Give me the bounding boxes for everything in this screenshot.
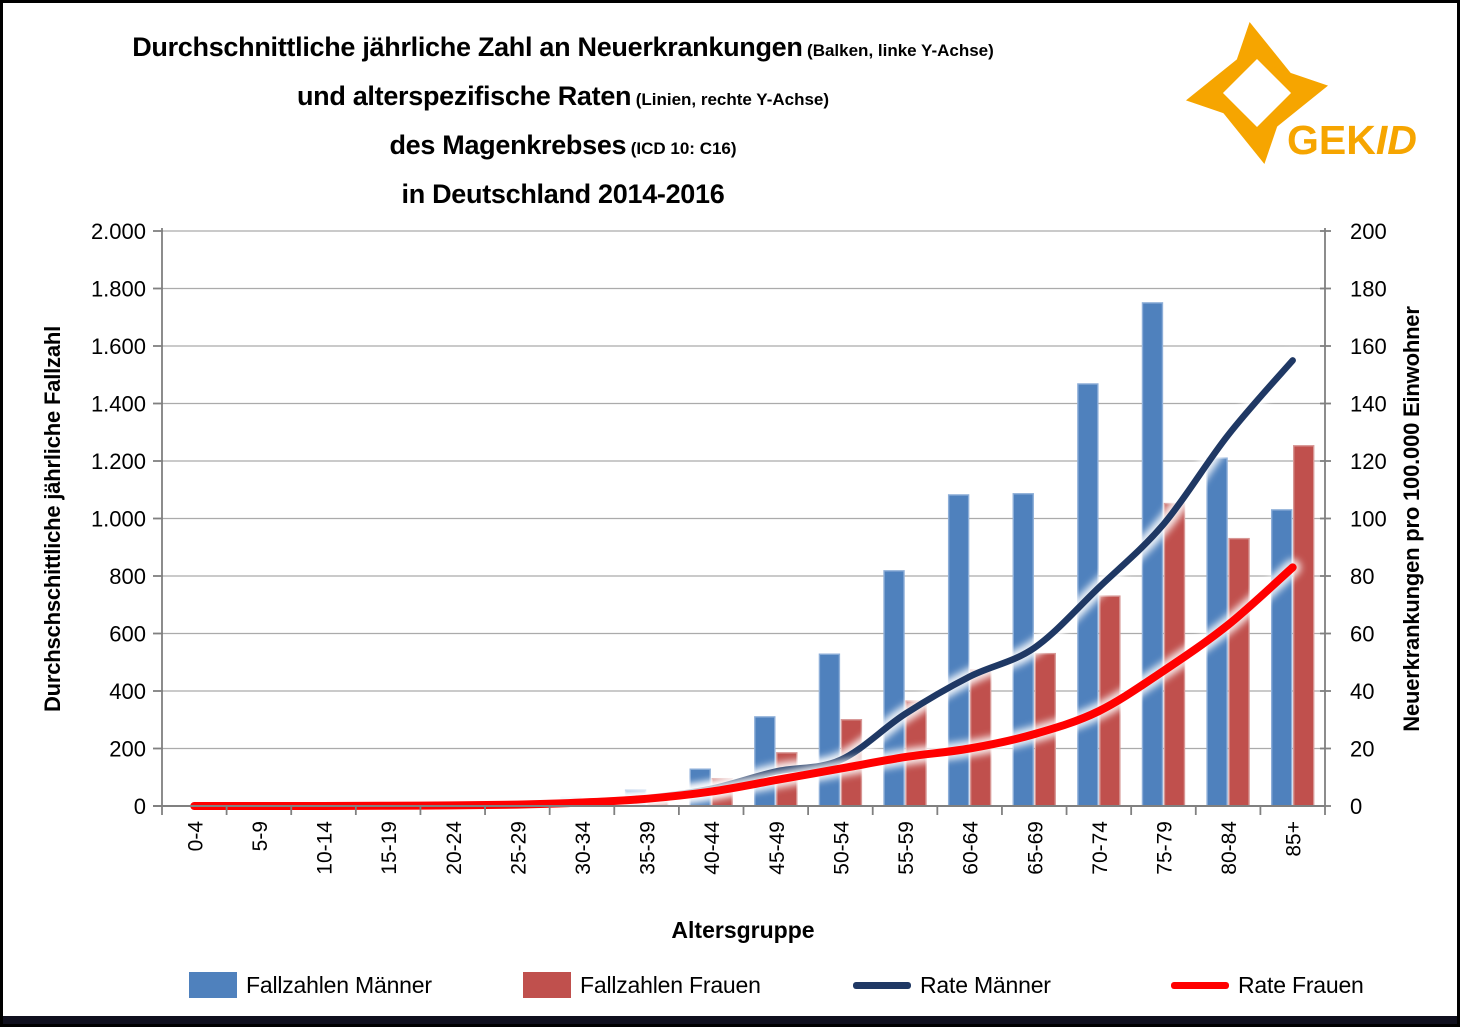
left-axis-tick-label: 0 (133, 794, 146, 819)
left-axis-tick-label: 600 (109, 621, 146, 647)
bar (1272, 510, 1292, 806)
gekid-logo-text-bold: GEK (1287, 117, 1376, 163)
bar (1229, 539, 1249, 806)
left-axis-tick-label: 1.400 (90, 391, 146, 417)
left-axis-title: Durchschschittliche jährliche Fallzahl (40, 325, 65, 713)
x-axis-tick-label: 60-64 (959, 821, 983, 875)
x-axis-tick-label: 55-59 (895, 821, 919, 875)
left-axis-tick-label: 1.000 (90, 506, 146, 532)
right-axis-tick-label: 180 (1350, 276, 1387, 302)
legend-label-fallzahlen-maenner: Fallzahlen Männer (246, 971, 432, 998)
left-axis-tick-label: 400 (109, 679, 146, 704)
right-axis-tick-label: 0 (1350, 794, 1363, 819)
x-axis-tick-label: 65-69 (1024, 821, 1048, 875)
left-axis-tick-label: 1.600 (90, 334, 146, 359)
gekid-logo-text-italic: ID (1375, 117, 1417, 163)
gekid-logo-text (1287, 117, 1417, 164)
x-axis-tick-label: 15-19 (378, 821, 402, 875)
x-axis-tick-label: 70-74 (1088, 821, 1112, 875)
x-axis-tick-label: 75-79 (1153, 821, 1177, 875)
right-axis-tick-label: 40 (1350, 679, 1375, 704)
title-note-3: (ICD 10: C16) (630, 139, 737, 158)
legend-swatch-rate-maenner (853, 982, 911, 989)
x-axis-tick-label: 85+ (1282, 821, 1306, 857)
legend-item-rate-maenner (853, 969, 1051, 1001)
chart-title (61, 25, 1065, 221)
right-axis-tick-label: 120 (1350, 449, 1387, 474)
title-note-2: (Linien, rechte Y-Achse) (635, 90, 830, 109)
legend-swatch-fallzahlen-maenner (189, 972, 237, 998)
title-note-1: (Balken, linke Y-Achse) (807, 41, 994, 60)
x-axis-tick-label: 45-49 (765, 821, 789, 875)
right-axis-title: Neuerkrankungen pro 100.000 Einwohner (1399, 306, 1424, 732)
x-axis-tick-label: 30-34 (571, 821, 595, 875)
legend-item-rate-frauen (1171, 969, 1364, 1001)
x-axis-tick-label: 10-14 (313, 821, 337, 875)
x-axis-tick-label: 25-29 (507, 821, 531, 875)
left-axis-tick-label: 2.000 (90, 219, 146, 244)
bars-maenner (367, 303, 1292, 806)
x-axis-tick-label: 35-39 (636, 821, 660, 875)
x-axis-tick-label: 80-84 (1218, 821, 1242, 875)
x-axis-tick-label: 40-44 (701, 821, 725, 875)
legend-swatch-fallzahlen-frauen (523, 972, 571, 998)
chart-title-line-3 (61, 123, 1065, 172)
legend-item-fallzahlen-maenner (189, 969, 432, 1001)
legend-label-rate-frauen: Rate Frauen (1238, 971, 1364, 998)
title-main-1: Durchschnittliche jährliche Zahl an Neuerkrankungen (132, 32, 803, 62)
left-axis-tick-label: 1.800 (90, 276, 146, 302)
chart-title-line-1 (61, 25, 1065, 74)
right-axis-tick-label: 20 (1350, 736, 1375, 762)
legend-label-rate-maenner: Rate Männer (920, 971, 1051, 998)
title-main-2: und alterspezifische Raten (296, 81, 632, 111)
chart-title-line-4 (61, 172, 1065, 221)
right-axis-tick-label: 60 (1350, 621, 1375, 647)
x-axis-tick-label: 20-24 (442, 821, 466, 875)
right-axis-tick-label: 100 (1350, 506, 1387, 532)
x-axis-tick-label: 50-54 (830, 821, 854, 875)
right-axis-tick-label: 160 (1350, 334, 1387, 359)
bar (755, 717, 775, 806)
x-axis-tick-label: 0-4 (184, 821, 208, 852)
rate-line-maenner (194, 360, 1292, 806)
legend-label-fallzahlen-frauen: Fallzahlen Frauen (580, 971, 761, 998)
x-axis-tick-label: 5-9 (248, 821, 272, 852)
bar (1294, 446, 1314, 806)
chart-title-line-2 (61, 74, 1065, 123)
right-axis-tick-label: 200 (1350, 219, 1387, 244)
left-axis-tick-label: 1.200 (90, 449, 146, 474)
right-axis-tick-label: 80 (1350, 564, 1375, 589)
bar (949, 495, 969, 806)
bar (884, 571, 904, 806)
gekid-logo (1175, 11, 1437, 171)
title-main-3: des Magenkrebses (389, 130, 627, 160)
right-axis-tick-label: 140 (1350, 391, 1387, 417)
title-main-4: in Deutschland 2014-2016 (401, 179, 725, 209)
rate-path (194, 360, 1292, 806)
rate-line-frauen (194, 567, 1292, 806)
legend-item-fallzahlen-frauen (523, 969, 761, 1001)
left-axis-tick-label: 200 (109, 736, 146, 762)
legend-swatch-rate-frauen (1171, 982, 1229, 989)
x-axis-title: Altersgruppe (671, 917, 815, 943)
left-axis-tick-label: 800 (109, 564, 146, 589)
bar (819, 654, 839, 806)
window-bottom-edge (3, 1016, 1457, 1024)
